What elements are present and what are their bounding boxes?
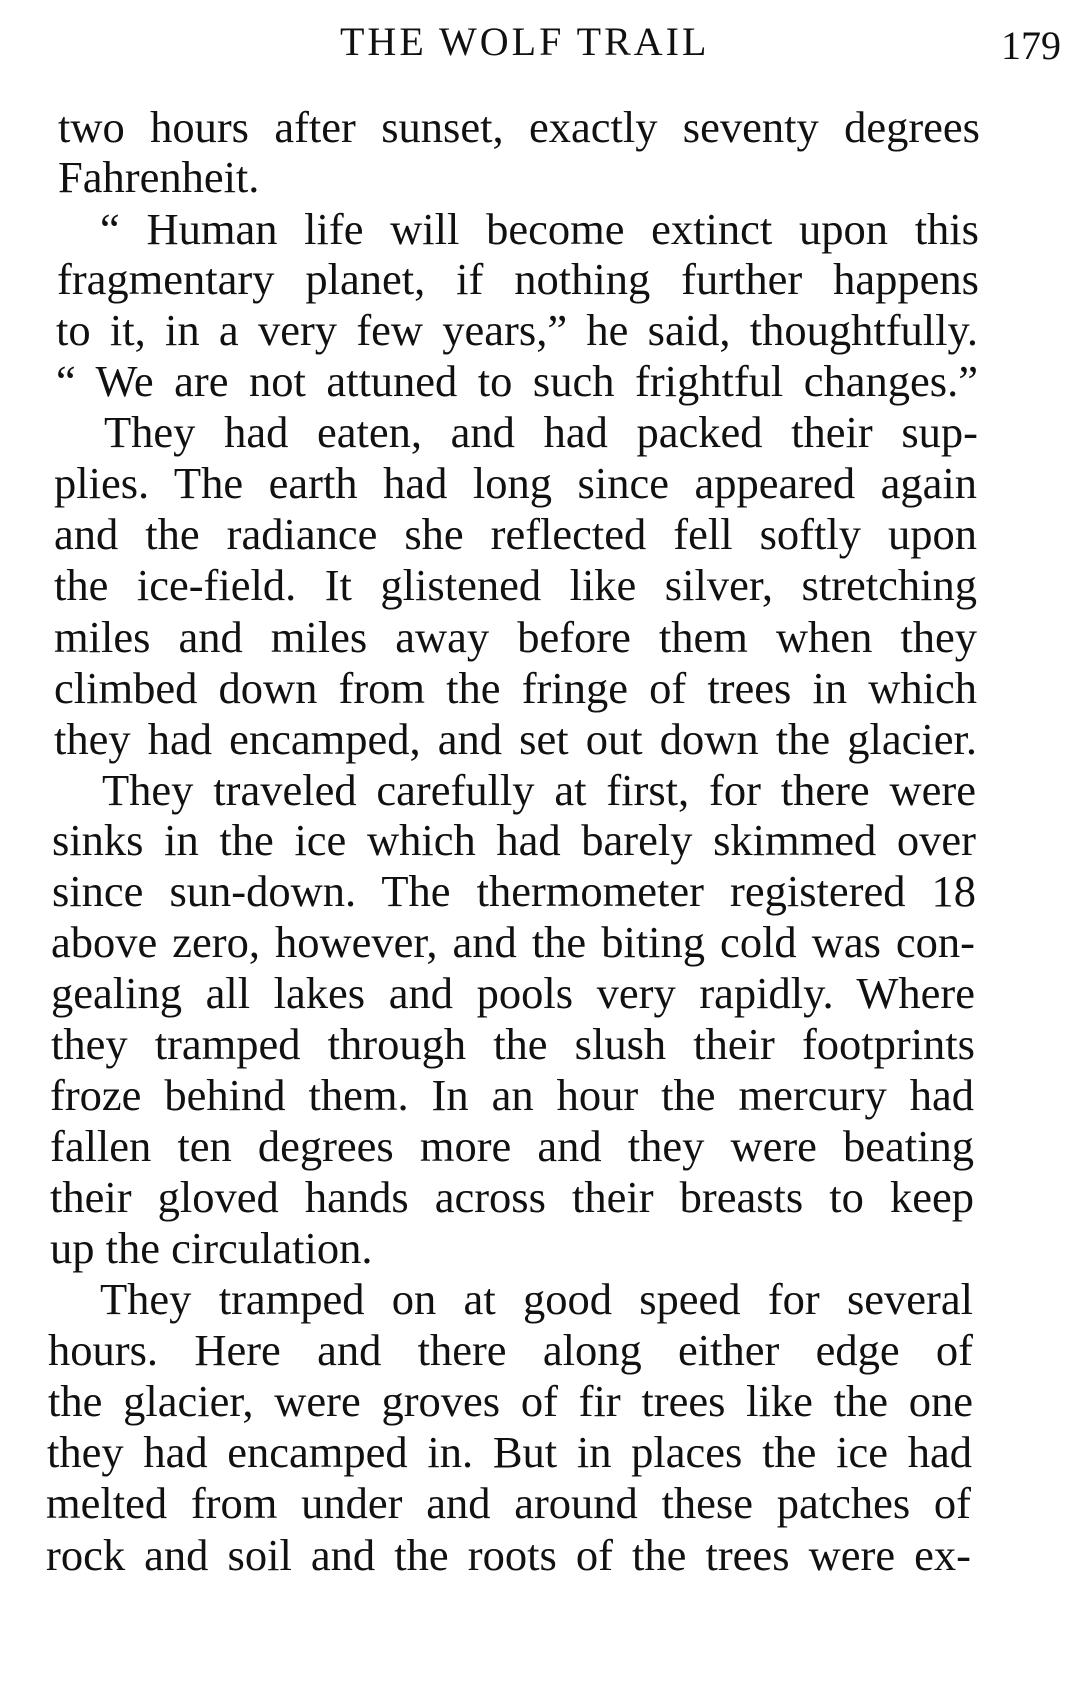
text-line: the glacier, were groves of fir trees like the one: [48, 1376, 973, 1426]
text-line: They had eaten, and had packed their sup-: [104, 407, 978, 457]
running-head: [0, 18, 1081, 68]
text-line: melted from under and around these patches of: [46, 1478, 971, 1528]
text-line: rock and soil and the roots of the trees were ex-: [46, 1530, 971, 1580]
text-line: miles and miles away before them when they: [54, 612, 977, 662]
text-line: “ Human life will become extinct upon this: [100, 204, 979, 254]
text-line: to it, in a very few years,” he said, thoughtfully.: [56, 305, 978, 355]
running-title: THE WOLF TRAIL: [340, 19, 710, 64]
text-line: climbed down from the fringe of trees in which: [54, 663, 977, 713]
text-line: They tramped on at good speed for several: [100, 1274, 973, 1324]
text-line: sinks in the ice which had barely skimmed over: [52, 815, 976, 865]
text-line: hours. Here and there along either edge of: [48, 1325, 973, 1375]
text-line: they had encamped in. But in places the ice had: [47, 1427, 972, 1477]
text-line: since sun-down. The thermometer registered 18: [52, 866, 976, 916]
text-line: plies. The earth had long since appeared again: [54, 458, 977, 508]
text-line: fallen ten degrees more and they were beating: [50, 1121, 974, 1171]
text-line: Fahrenheit.: [58, 152, 260, 202]
text-line: “ We are not attuned to such frightful changes.”: [56, 356, 978, 406]
text-line: the ice-field. It glistened like silver, stretching: [54, 560, 977, 610]
text-line: fragmentary planet, if nothing further happens: [57, 254, 979, 304]
text-line: above zero, however, and the biting cold was con-: [51, 917, 975, 967]
text-line: they had encamped, and set out down the glacier.: [54, 714, 977, 764]
text-line: they tramped through the slush their footprints: [51, 1019, 975, 1069]
text-line: their gloved hands across their breasts to keep: [50, 1172, 974, 1222]
page-number: 179: [1001, 23, 1061, 68]
text-line: and the radiance she reflected fell softly upon: [54, 509, 977, 559]
text-line: gealing all lakes and pools very rapidly. Where: [51, 968, 975, 1018]
text-line: froze behind them. In an hour the mercury had: [50, 1070, 974, 1120]
text-line: up the circulation.: [50, 1223, 373, 1273]
text-line: They traveled carefully at first, for there were: [102, 765, 976, 815]
text-line: two hours after sunset, exactly seventy degrees: [58, 102, 980, 152]
